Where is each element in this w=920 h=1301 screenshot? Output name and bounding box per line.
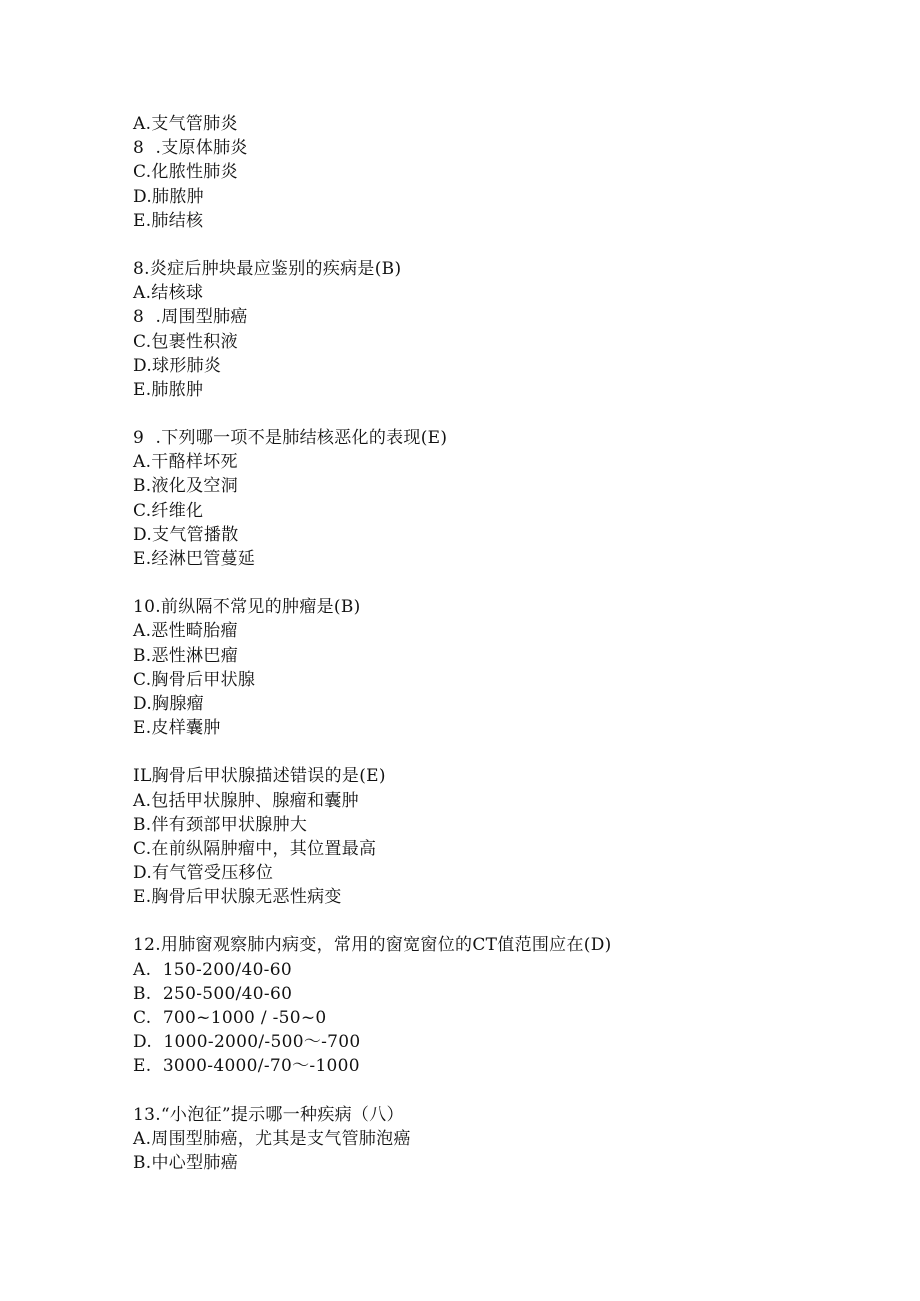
question-text: 13.“小泡征”提示哪一种疾病（八） — [133, 1104, 404, 1125]
option-line: A.结核球 — [133, 283, 204, 304]
option-line: A.周围型肺癌，尤其是支气管肺泡癌 — [133, 1128, 411, 1149]
option-line: C.纤维化 — [133, 500, 204, 521]
option-line: A.恶性畸胎瘤 — [133, 621, 238, 642]
option-line: D.球形肺炎 — [133, 355, 222, 376]
question-text: 9 .下列哪一项不是肺结核恶化的表现(E) — [133, 428, 448, 449]
option-line: E.肺结核 — [133, 210, 204, 231]
option-line: E. 3000-4000/-70～-1000 — [133, 1056, 360, 1077]
option-line: D.有气管受压移位 — [133, 863, 274, 884]
option-line: E.胸骨后甲状腺无恶性病变 — [133, 887, 342, 908]
option-line: C.在前纵隔肿瘤中，其位置最高 — [133, 838, 377, 859]
question-block-9 — [133, 426, 853, 571]
question-block-12 — [133, 933, 853, 1078]
option-line: B.中心型肺癌 — [133, 1152, 238, 1173]
option-line: D.肺脓肿 — [133, 186, 204, 207]
option-line: B.伴有颈部甲状腺肿大 — [133, 814, 308, 835]
option-line: B.液化及空洞 — [133, 476, 238, 497]
option-line: A.包括甲状腺肿、腺瘤和囊肿 — [133, 790, 359, 811]
question-text: 12.用肺窗观察肺内病变，常用的窗宽窗位的CT值范围应在(D) — [133, 935, 612, 956]
option-line: A.干酪样坏死 — [133, 452, 238, 473]
question-block-11 — [133, 764, 853, 909]
option-line: C.化脓性肺炎 — [133, 162, 238, 183]
option-line: C. 700~1000 / -50~0 — [133, 1008, 327, 1028]
option-line: C.包裹性积液 — [133, 331, 238, 352]
question-block-13 — [133, 1103, 853, 1176]
question-text: IL胸骨后甲状腺描述错误的是(E) — [133, 766, 386, 787]
question-text: 8.炎症后肿块最应鉴别的疾病是(B) — [133, 258, 402, 279]
option-line: D. 1000-2000/-500～-700 — [133, 1032, 361, 1053]
question-block-7-options — [133, 112, 853, 233]
option-line: E.经淋巴管蔓延 — [133, 549, 256, 569]
option-line: C.胸骨后甲状腺 — [133, 669, 256, 690]
option-line: D.支气管播散 — [133, 524, 239, 545]
option-line: 8 .支原体肺炎 — [133, 138, 248, 159]
question-block-10 — [133, 595, 853, 740]
document-page — [133, 112, 853, 1199]
option-line: E.皮样囊肿 — [133, 718, 221, 739]
question-block-8 — [133, 257, 853, 402]
option-line: 8 .周围型肺癌 — [133, 307, 248, 328]
option-line: A.支气管肺炎 — [133, 114, 238, 134]
option-line: B.恶性淋巴瘤 — [133, 645, 238, 666]
option-line: B. 250-500/40-60 — [133, 983, 293, 1004]
option-line: D.胸腺瘤 — [133, 693, 204, 714]
option-line: E.肺脓肿 — [133, 379, 204, 400]
option-line: A. 150-200/40-60 — [133, 959, 292, 980]
question-text: 10.前纵隔不常见的肿瘤是(B) — [133, 597, 361, 618]
